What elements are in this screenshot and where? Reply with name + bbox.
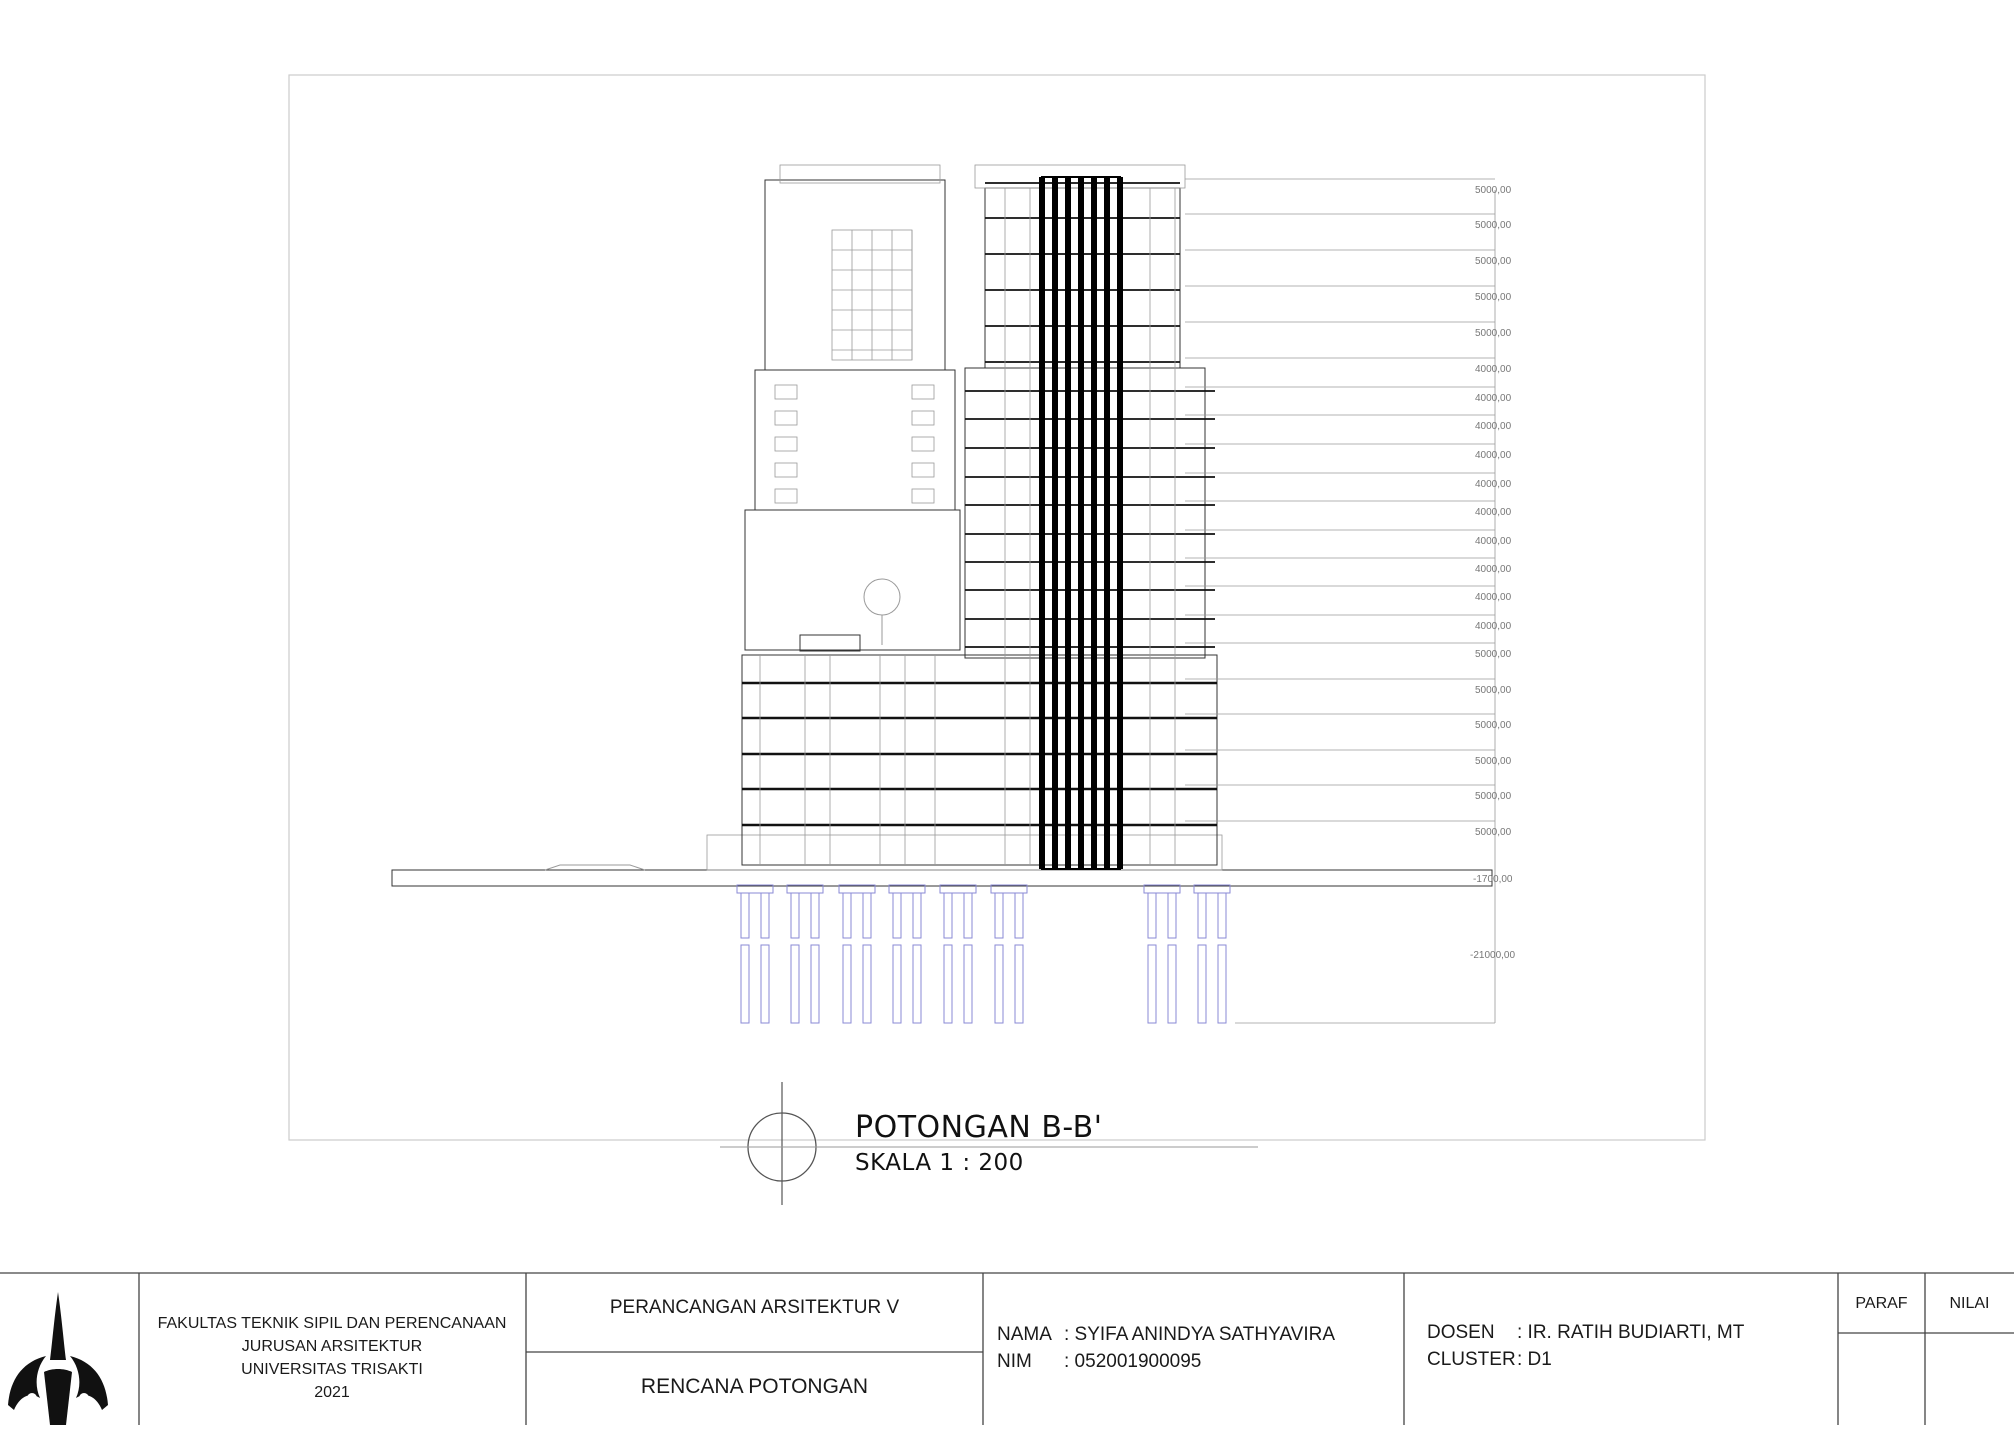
pile-shaft: [863, 945, 871, 1023]
window: [912, 489, 934, 503]
drawing-title: POTONGAN B-B': [855, 1110, 1103, 1145]
foundation-level-label: -21000,00: [1470, 950, 1516, 961]
pile-shaft: [1168, 893, 1176, 938]
garden-furniture: [800, 635, 860, 651]
right-tower-middle: [965, 368, 1205, 658]
pile-shaft: [944, 945, 952, 1023]
core-wall: [1091, 177, 1097, 869]
ground-level-label: -1700,00: [1473, 874, 1513, 885]
core-wall: [1117, 177, 1123, 869]
level-label: 4000,00: [1475, 621, 1512, 632]
nama-label: NAMA: [997, 1324, 1052, 1345]
core-wall: [1078, 177, 1084, 869]
level-label: 4000,00: [1475, 564, 1512, 575]
nama-value: : SYIFA ANINDYA SATHYAVIRA: [1064, 1324, 1336, 1345]
cluster-label: CLUSTER: [1427, 1349, 1516, 1370]
nim-label: NIM: [997, 1351, 1032, 1372]
level-label: 4000,00: [1475, 479, 1512, 490]
window: [775, 385, 797, 399]
pile-shaft: [863, 893, 871, 938]
pile-shaft: [944, 893, 952, 938]
pile-shaft: [1218, 893, 1226, 938]
pile-shaft: [761, 893, 769, 938]
level-label: 5000,00: [1475, 827, 1512, 838]
left-tower-upper: [765, 180, 945, 370]
pile-shaft: [811, 893, 819, 938]
nilai-label: NILAI: [1949, 1295, 1990, 1312]
year-line: 2021: [314, 1384, 350, 1401]
pile-shaft: [1015, 945, 1023, 1023]
level-label: 4000,00: [1475, 536, 1512, 547]
core-wall: [1039, 177, 1045, 869]
level-label: 5000,00: [1475, 185, 1512, 196]
pile-shaft: [1198, 945, 1206, 1023]
pile-shaft: [1015, 893, 1023, 938]
department-line: JURUSAN ARSITEKTUR: [241, 1338, 423, 1355]
university-line: UNIVERSITAS TRISAKTI: [241, 1361, 423, 1378]
level-label: 5000,00: [1475, 791, 1512, 802]
core-wall: [1104, 177, 1110, 869]
level-label: 5000,00: [1475, 292, 1512, 303]
pile-shaft: [893, 945, 901, 1023]
faculty-line: FAKULTAS TEKNIK SIPIL DAN PERENCANAAN: [157, 1315, 507, 1332]
nim-value: : 052001900095: [1064, 1351, 1202, 1372]
level-label: 5000,00: [1475, 649, 1512, 660]
landscape-mound: [545, 865, 645, 870]
pile-shaft: [761, 945, 769, 1023]
pile-shaft: [791, 893, 799, 938]
level-label: 5000,00: [1475, 256, 1512, 267]
dosen-value: : IR. RATIH BUDIARTI, MT: [1517, 1322, 1745, 1343]
pile-shaft: [893, 893, 901, 938]
pile-shaft: [741, 893, 749, 938]
pile-shaft: [913, 945, 921, 1023]
pile-shaft: [843, 945, 851, 1023]
pile-shaft: [811, 945, 819, 1023]
pile-foundations: [737, 885, 1230, 1023]
level-label: 4000,00: [1475, 393, 1512, 404]
window: [775, 411, 797, 425]
window: [775, 489, 797, 503]
level-label: 5000,00: [1475, 720, 1512, 731]
left-tower-lower: [745, 510, 960, 650]
pile-shaft: [964, 893, 972, 938]
level-label: 4000,00: [1475, 592, 1512, 603]
pile-shaft: [791, 945, 799, 1023]
level-label: 4000,00: [1475, 364, 1512, 375]
tree: [864, 579, 900, 615]
window: [912, 437, 934, 451]
window: [912, 463, 934, 477]
dosen-label: DOSEN: [1427, 1322, 1495, 1343]
pile-shaft: [995, 893, 1003, 938]
window: [775, 437, 797, 451]
level-label: 5000,00: [1475, 756, 1512, 767]
course-name: PERANCANGAN ARSITEKTUR V: [609, 1297, 900, 1318]
podium: [742, 655, 1217, 865]
pile-shaft: [1168, 945, 1176, 1023]
paraf-label: PARAF: [1855, 1295, 1908, 1312]
pile-shaft: [995, 945, 1003, 1023]
pile-shaft: [843, 893, 851, 938]
drawing-scale: SKALA 1 : 200: [855, 1150, 1024, 1176]
pile-shaft: [1198, 893, 1206, 938]
core-wall: [1052, 177, 1058, 869]
building-section: [392, 165, 1492, 886]
trisakti-logo: [8, 1292, 108, 1425]
pile-shaft: [1148, 945, 1156, 1023]
faculty-block: [142, 1312, 522, 1404]
level-label: 4000,00: [1475, 507, 1512, 518]
core-wall: [1065, 177, 1071, 869]
window: [912, 411, 934, 425]
level-label: 5000,00: [1475, 220, 1512, 231]
level-label: 4000,00: [1475, 450, 1512, 461]
level-label: 4000,00: [1475, 421, 1512, 432]
level-dimensions: [1185, 179, 1515, 1023]
window: [775, 463, 797, 477]
window: [912, 385, 934, 399]
pile-shaft: [964, 945, 972, 1023]
cluster-value: : D1: [1517, 1349, 1552, 1370]
pile-shaft: [1218, 945, 1226, 1023]
ground-slab: [392, 870, 1492, 886]
drawing-frame: [289, 75, 1705, 1140]
level-label: 5000,00: [1475, 685, 1512, 696]
level-label: 5000,00: [1475, 328, 1512, 339]
pile-shaft: [741, 945, 749, 1023]
pile-shaft: [1148, 893, 1156, 938]
sheet-title: RENCANA POTONGAN: [640, 1375, 869, 1398]
pile-shaft: [913, 893, 921, 938]
